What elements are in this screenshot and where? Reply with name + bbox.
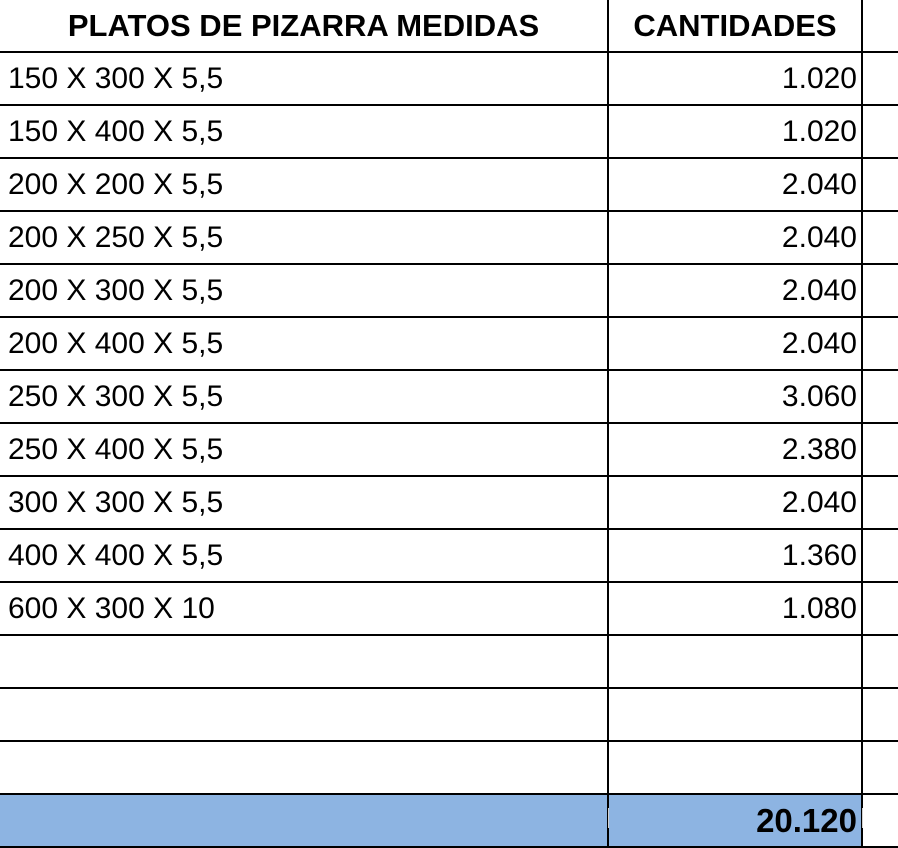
size-cell[interactable]: 250 X 300 X 5,5 [0, 370, 608, 423]
table-row [0, 52, 898, 105]
table-row [0, 211, 898, 264]
empty-cell[interactable] [0, 741, 608, 794]
empty-cell[interactable] [0, 635, 608, 688]
size-cell[interactable]: 600 X 300 X 10 [0, 582, 608, 635]
empty-cell[interactable] [862, 423, 898, 476]
size-cell[interactable]: 200 X 250 X 5,5 [0, 211, 608, 264]
table-row [0, 264, 898, 317]
quantity-cell[interactable]: 1.360 [608, 529, 862, 582]
quantity-cell[interactable]: 2.040 [608, 264, 862, 317]
size-cell[interactable]: 250 X 400 X 5,5 [0, 423, 608, 476]
empty-cell[interactable] [608, 741, 862, 794]
empty-cell[interactable] [862, 264, 898, 317]
empty-cell[interactable] [862, 582, 898, 635]
size-cell[interactable]: 400 X 400 X 5,5 [0, 529, 608, 582]
empty-cell[interactable] [862, 52, 898, 105]
table-row [0, 423, 898, 476]
table-row [0, 317, 898, 370]
table-row [0, 370, 898, 423]
header-quantities-cell[interactable]: CANTIDADES [608, 0, 862, 52]
empty-cell[interactable] [0, 688, 608, 741]
empty-cell[interactable] [862, 688, 898, 741]
size-cell[interactable]: 200 X 400 X 5,5 [0, 317, 608, 370]
quantity-cell[interactable]: 2.040 [608, 317, 862, 370]
table-row [0, 582, 898, 635]
empty-row [0, 635, 898, 688]
quantity-cell[interactable]: 1.080 [608, 582, 862, 635]
table-row [0, 158, 898, 211]
quantity-cell[interactable]: 3.060 [608, 370, 862, 423]
empty-cell[interactable] [862, 635, 898, 688]
quantity-cell[interactable]: 1.020 [608, 52, 862, 105]
table-row [0, 105, 898, 158]
empty-cell[interactable] [862, 211, 898, 264]
quantity-cell[interactable]: 2.040 [608, 476, 862, 529]
size-cell[interactable]: 150 X 400 X 5,5 [0, 105, 608, 158]
empty-cell[interactable] [862, 529, 898, 582]
quantity-cell[interactable]: 2.040 [608, 211, 862, 264]
below-table-area [0, 808, 898, 828]
gridline [862, 808, 863, 828]
table-row [0, 476, 898, 529]
quantity-cell[interactable]: 2.380 [608, 423, 862, 476]
quantity-cell[interactable]: 1.020 [608, 105, 862, 158]
empty-cell[interactable] [608, 635, 862, 688]
size-cell[interactable]: 200 X 300 X 5,5 [0, 264, 608, 317]
empty-cell[interactable] [862, 317, 898, 370]
empty-cell[interactable] [862, 0, 898, 52]
empty-cell[interactable] [862, 105, 898, 158]
empty-cell[interactable] [862, 158, 898, 211]
header-sizes-cell[interactable]: PLATOS DE PIZARRA MEDIDAS [0, 0, 608, 52]
empty-row [0, 688, 898, 741]
empty-cell[interactable] [862, 741, 898, 794]
empty-cell[interactable] [862, 370, 898, 423]
quantity-cell[interactable]: 2.040 [608, 158, 862, 211]
size-cell[interactable]: 300 X 300 X 5,5 [0, 476, 608, 529]
empty-cell[interactable] [862, 476, 898, 529]
size-cell[interactable]: 150 X 300 X 5,5 [0, 52, 608, 105]
empty-cell[interactable] [608, 688, 862, 741]
total-quantity-cell[interactable]: 20.120 [608, 794, 862, 847]
gridline [608, 808, 609, 828]
table-header-row [0, 0, 898, 52]
size-cell[interactable]: 200 X 200 X 5,5 [0, 158, 608, 211]
table-row [0, 529, 898, 582]
empty-row [0, 741, 898, 794]
